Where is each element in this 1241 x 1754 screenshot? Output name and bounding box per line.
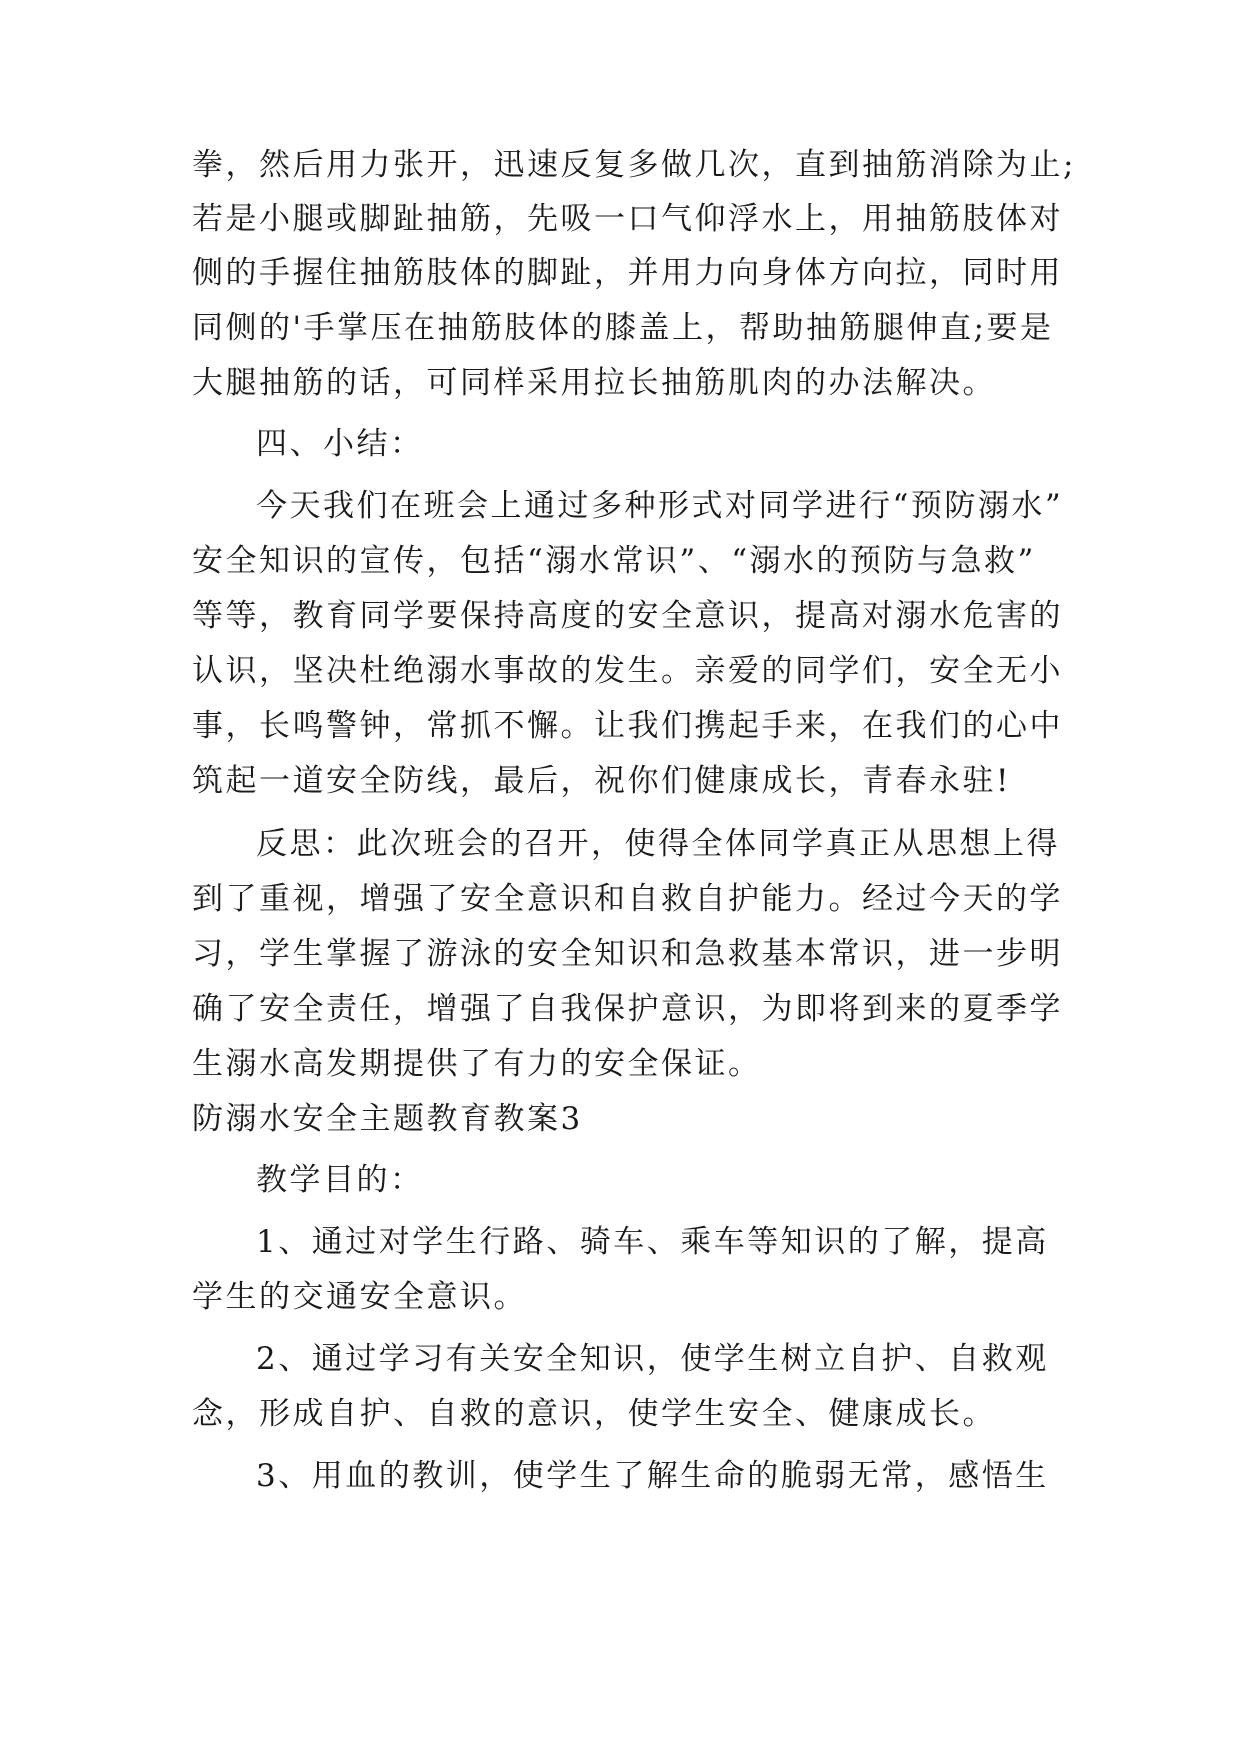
section-heading: 教学目的： (256, 1162, 424, 1198)
text-line: 习，学生掌握了游泳的安全知识和急救基本常识，进一步明 (192, 936, 1063, 972)
text-line: 等等，教育同学要保持高度的安全意识，提高对溺水危害的 (192, 598, 1063, 634)
text-line: 念，形成自护、自救的意识，使学生安全、健康成长。 (192, 1396, 996, 1432)
list-item: 3、用血的教训，使学生了解生命的脆弱无常，感悟生 (256, 1458, 1049, 1494)
text-line: 事，长鸣警钟，常抓不懈。让我们携起手来，在我们的心中 (192, 708, 1063, 744)
list-item: 1、通过对学生行路、骑车、乘车等知识的了解，提高 (256, 1224, 1049, 1260)
text-line: 认识，坚决杜绝溺水事故的发生。亲爱的同学们，安全无小 (192, 653, 1063, 689)
text-line: 筑起一道安全防线，最后，祝你们健康成长，青春永驻! (192, 763, 1011, 799)
text-line: 拳，然后用力张开，迅速反复多做几次，直到抽筋消除为止; (192, 147, 1076, 183)
text-line: 大腿抽筋的话，可同样采用拉长抽筋肌肉的办法解决。 (192, 365, 996, 401)
text-line: 侧的手握住抽筋肢体的脚趾，并用力向身体方向拉，同时用 (192, 255, 1063, 291)
text-line: 学生的交通安全意识。 (192, 1279, 527, 1315)
text-line: 生溺水高发期提供了有力的安全保证。 (192, 1046, 762, 1082)
list-item: 2、通过学习有关安全知识，使学生树立自护、自救观 (256, 1341, 1049, 1377)
section-title: 防溺水安全主题教育教案3 (192, 1101, 583, 1137)
text-line: 到了重视，增强了安全意识和自救自护能力。经过今天的学 (192, 881, 1063, 917)
text-line: 今天我们在班会上通过多种形式对同学进行“预防溺水” (256, 488, 1064, 524)
text-line: 反思：此次班会的召开，使得全体同学真正从思想上得 (256, 826, 1060, 862)
text-line: 确了安全责任，增强了自我保护意识，为即将到来的夏季学 (192, 991, 1063, 1027)
section-heading: 四、小结： (256, 426, 424, 462)
text-line: 同侧的'手掌压在抽筋肢体的膝盖上，帮助抽筋腿伸直;要是 (192, 310, 1054, 346)
text-line: 安全知识的宣传，包括“溺水常识”、“溺水的预防与急救” (192, 543, 1036, 579)
text-line: 若是小腿或脚趾抽筋，先吸一口气仰浮水上，用抽筋肢体对 (192, 201, 1063, 237)
